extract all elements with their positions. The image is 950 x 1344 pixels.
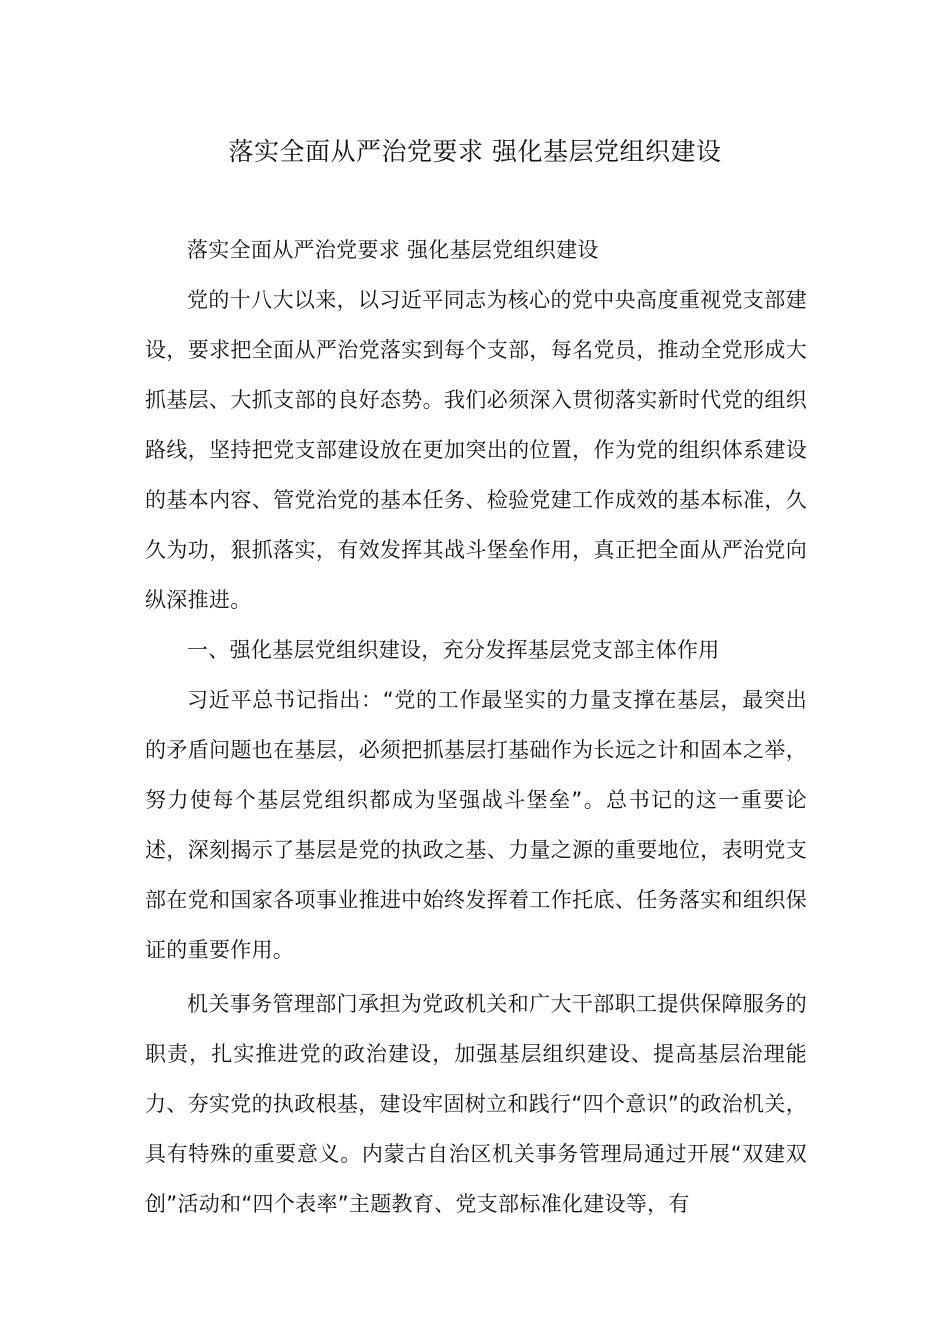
document-title: 落实全面从严治党要求 强化基层党组织建设	[228, 137, 722, 166]
paragraph-quote: 习近平总书记指出：“党的工作最坚实的力量支撑在基层，最突出的矛盾问题也在基层，必须把抓基层打基础作为长远之计和固本之举，努力使每个基层党组织都成为坚强战斗堡垒”。总书记的这一重要论述，深刻揭示了基层是党的执政之基、力量之源的重要地位，表明党支部在党和国家各项事业推进中始终发挥着工作托底、任务落实和组织保证的重要作用。	[145, 688, 807, 962]
paragraph-intro: 党的十八大以来，以习近平同志为核心的党中央高度重视党支部建设，要求把全面从严治党落实到每个支部，每名党员，推动全党形成大抓基层、大抓支部的良好态势。我们必须深入贯彻落实新时代党的组织路线，坚持把党支部建设放在更加突出的位置，作为党的组织体系建设的基本内容、管党治党的基本任务、检验党建工作成效的基本标准，久久为功，狠抓落实，有效发挥其战斗堡垒作用，真正把全面从严治党向纵深推进。	[145, 288, 807, 612]
document-body	[145, 225, 807, 1229]
section-heading-1: 一、强化基层党组织建设，充分发挥基层党支部主体作用	[187, 638, 720, 662]
paragraph-agency: 机关事务管理部门承担为党政机关和广大干部职工提供保障服务的职责，扎实推进党的政治建设，加强基层组织建设、提高基层治理能力、夯实党的执政根基，建设牢固树立和践行“四个意识”的政治机关，具有特殊的重要意义。内蒙古自治区机关事务管理局通过开展“双建双创”活动和“四个表率”主题教育、党支部标准化建设等，有	[145, 992, 807, 1216]
paragraph-subtitle: 落实全面从严治党要求 强化基层党组织建设	[187, 238, 599, 262]
